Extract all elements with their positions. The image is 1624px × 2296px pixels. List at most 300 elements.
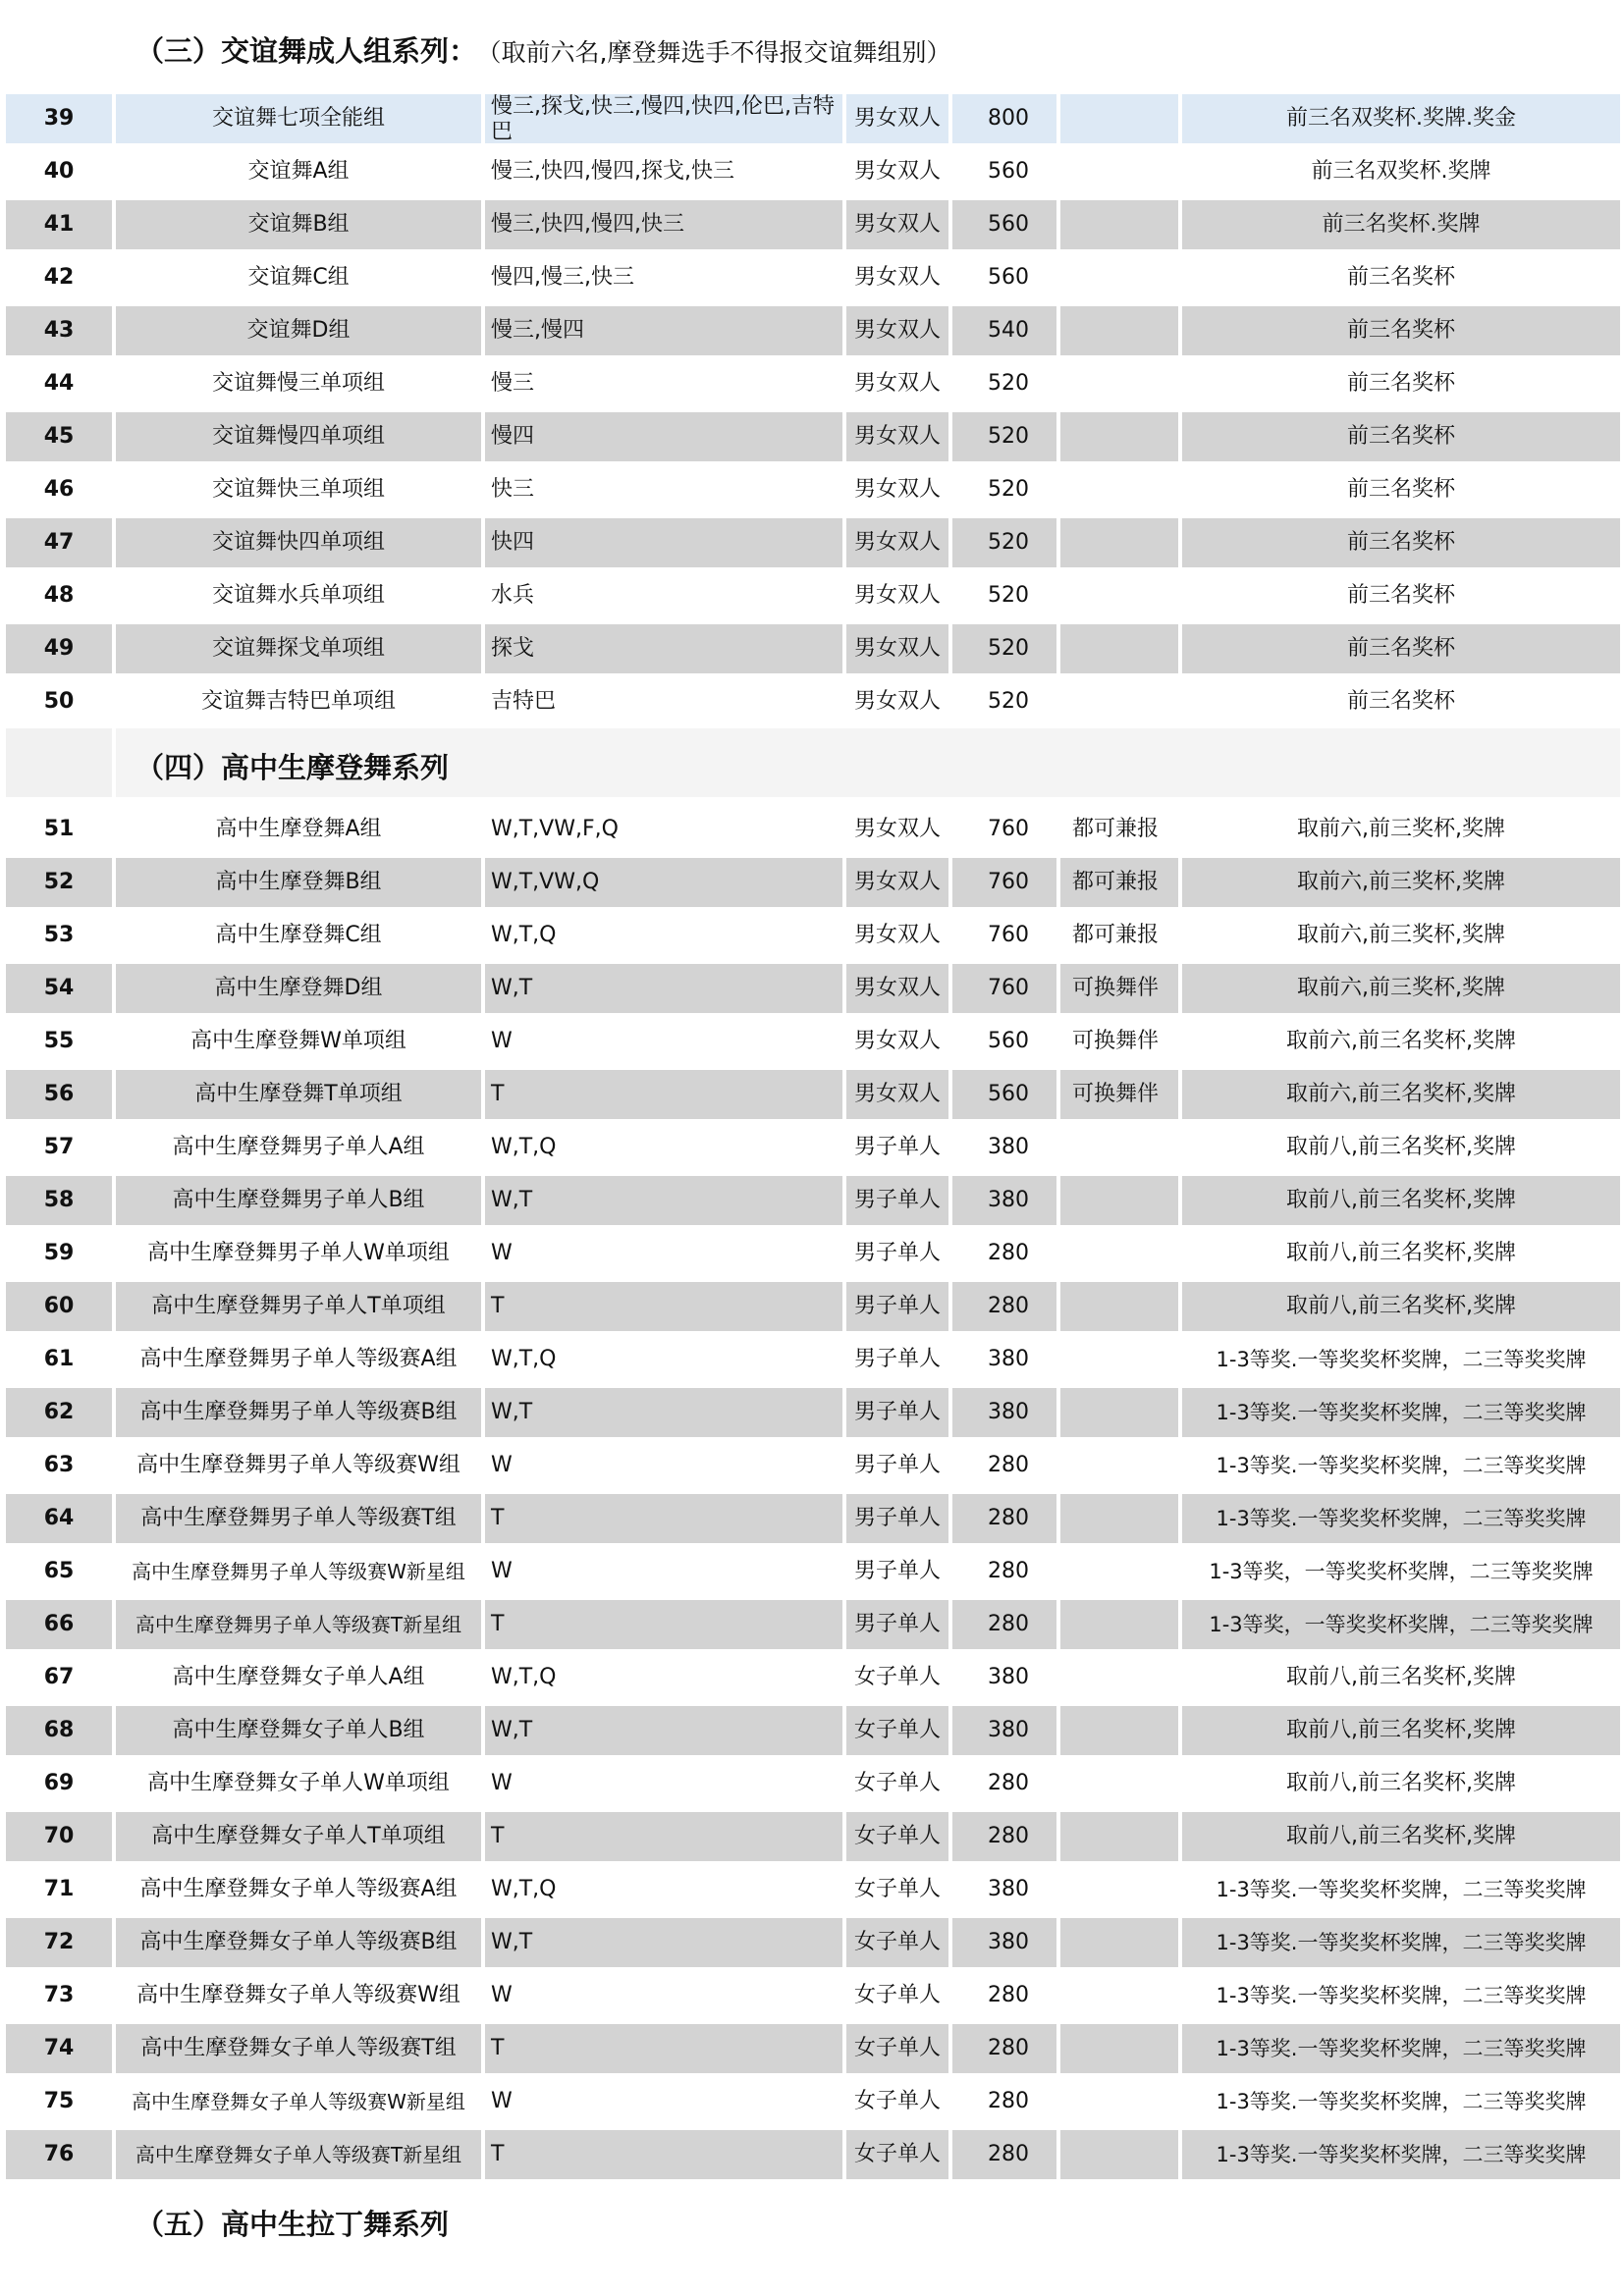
- fee-cell: 520: [988, 583, 1029, 608]
- award-cell: 前三名奖杯.奖牌: [1182, 200, 1620, 249]
- table-row: [0, 1335, 1620, 1384]
- remark-cell: [1060, 2024, 1178, 2073]
- dances-cell: W,T,Q: [491, 1347, 557, 1371]
- group-name-cell: 高中生摩登舞女子单人W单项组: [147, 1771, 450, 1795]
- fee-cell: 280: [988, 1241, 1029, 1265]
- row-number-cell: 40: [43, 159, 75, 184]
- row-number-cell: 59: [43, 1241, 75, 1265]
- table-row: [0, 1600, 1620, 1649]
- award-cell: 前三名奖杯: [1346, 477, 1455, 502]
- group-name-cell: 高中生摩登舞B组: [116, 858, 481, 907]
- group-name-cell: 高中生摩登舞女子单人B组: [116, 1706, 481, 1755]
- table-row: [0, 200, 1620, 249]
- table-row: [0, 1070, 1620, 1119]
- row-number-cell: 52: [6, 858, 112, 907]
- group-name-cell: 高中生摩登舞男子单人A组: [172, 1135, 425, 1159]
- fee-cell: 560: [988, 1029, 1029, 1053]
- dances-cell: W,T: [485, 1388, 842, 1437]
- group-name-cell: 高中生摩登舞男子单人B组: [116, 1176, 481, 1225]
- entry-type-cell: 男女双人: [854, 477, 942, 502]
- remark-cell: [1060, 306, 1178, 355]
- dances-cell: T: [485, 2024, 842, 2073]
- entry-type-cell: 男女双人: [854, 689, 942, 714]
- remark-cell: [1060, 1547, 1178, 1596]
- award-cell: 1-3等奖.一等奖奖杯奖牌，二三等奖奖牌: [1216, 1454, 1587, 1477]
- entry-type-cell: 男女双人: [846, 306, 948, 355]
- table-row: [0, 1388, 1620, 1437]
- fee-cell: 380: [952, 1918, 1056, 1967]
- dances-cell: T: [485, 1282, 842, 1331]
- dances-cell: 快四: [485, 518, 842, 567]
- award-cell: 取前六,前三奖杯,奖牌: [1297, 817, 1505, 841]
- award-cell: 1-3等奖.一等奖奖杯奖牌，二三等奖奖牌: [1182, 2130, 1620, 2179]
- remark-cell: [1060, 1971, 1178, 2020]
- entry-type-cell: 男女双人: [854, 583, 942, 608]
- group-name-cell: 高中生摩登舞T单项组: [116, 1070, 481, 1119]
- remark-cell: [1060, 359, 1178, 408]
- fee-cell: 380: [952, 1706, 1056, 1755]
- award-cell: 取前六,前三名奖杯,奖牌: [1182, 1070, 1620, 1119]
- award-cell: 1-3等奖.一等奖奖杯奖牌，二三等奖奖牌: [1182, 2024, 1620, 2073]
- entry-type-cell: 女子单人: [854, 1665, 942, 1689]
- remark-cell: [1060, 94, 1178, 143]
- fee-cell: 760: [988, 923, 1029, 947]
- remark-cell: 都可兼报: [1060, 858, 1178, 907]
- entry-type-cell: 男女双人: [846, 94, 948, 143]
- award-cell: 前三名奖杯: [1346, 265, 1455, 290]
- table-row: [0, 1812, 1620, 1861]
- dances-cell: W: [491, 1241, 513, 1265]
- fee-cell: 560: [952, 200, 1056, 249]
- dances-cell: W: [491, 1983, 513, 2007]
- fee-cell: 280: [952, 1494, 1056, 1543]
- group-name-cell: 高中生摩登舞男子单人等级赛T新星组: [116, 1600, 481, 1649]
- row-number-cell: 56: [6, 1070, 112, 1119]
- dances-cell: W: [491, 1559, 513, 1583]
- row-number-cell: 76: [6, 2130, 112, 2179]
- table-row: [0, 1441, 1620, 1490]
- remark-cell: [1060, 2130, 1178, 2179]
- remark-cell: [1060, 253, 1178, 302]
- dances-cell: W,T,Q: [491, 1665, 557, 1689]
- remark-cell: [1060, 412, 1178, 461]
- award-cell: 前三名奖杯: [1346, 583, 1455, 608]
- group-name-cell: 高中生摩登舞女子单人T单项组: [116, 1812, 481, 1861]
- row-number-cell: 55: [43, 1029, 75, 1053]
- group-name-cell: 交谊舞慢四单项组: [116, 412, 481, 461]
- fee-cell: 520: [988, 371, 1029, 396]
- award-cell: 取前八,前三名奖杯,奖牌: [1286, 1135, 1516, 1159]
- row-number-cell: 50: [43, 689, 75, 714]
- remark-cell: [1060, 2077, 1178, 2126]
- dances-cell: T: [485, 1070, 842, 1119]
- table-row: [0, 1706, 1620, 1755]
- group-name-cell: 交谊舞快三单项组: [211, 477, 385, 502]
- award-cell: 取前六,前三奖杯,奖牌: [1182, 964, 1620, 1013]
- award-cell: 取前八,前三名奖杯,奖牌: [1286, 1241, 1516, 1265]
- dances-cell: T: [485, 1812, 842, 1861]
- remark-cell: [1060, 1229, 1178, 1278]
- row-number-cell: 45: [6, 412, 112, 461]
- table-row: [0, 1282, 1620, 1331]
- dances-cell: 慢三,探戈,快三,慢四,快四,伦巴,吉特巴: [485, 94, 842, 143]
- group-name-cell: 高中生摩登舞男子单人W单项组: [147, 1241, 450, 1265]
- remark-cell: [1060, 624, 1178, 673]
- award-cell: 取前八,前三名奖杯,奖牌: [1182, 1812, 1620, 1861]
- table-row: [0, 677, 1620, 726]
- dances-cell: 快三: [491, 477, 535, 502]
- row-number-cell: 72: [6, 1918, 112, 1967]
- dances-cell: W: [491, 2089, 513, 2113]
- remark-cell: [1060, 1388, 1178, 1437]
- remark-cell: 都可兼报: [1072, 817, 1160, 841]
- entry-type-cell: 男子单人: [854, 1241, 942, 1265]
- remark-cell: 可换舞伴: [1072, 1029, 1160, 1053]
- award-cell: 1-3等奖.一等奖奖杯奖牌，二三等奖奖牌: [1216, 1348, 1587, 1371]
- table-row: [0, 1176, 1620, 1225]
- entry-type-cell: 男子单人: [854, 1559, 942, 1583]
- table-row: [0, 2077, 1620, 2126]
- dances-cell: W,T: [485, 1706, 842, 1755]
- dances-cell: T: [485, 1600, 842, 1649]
- entry-type-cell: 男女双人: [846, 518, 948, 567]
- group-name-cell: 交谊舞D组: [116, 306, 481, 355]
- row-number-cell: 62: [6, 1388, 112, 1437]
- award-cell: 取前八,前三名奖杯,奖牌: [1286, 1665, 1516, 1689]
- fee-cell: 380: [952, 1176, 1056, 1225]
- remark-cell: [1060, 571, 1178, 620]
- fee-cell: 540: [952, 306, 1056, 355]
- row-number-cell: 74: [6, 2024, 112, 2073]
- dances-cell: W: [491, 1453, 513, 1477]
- remark-cell: [1060, 518, 1178, 567]
- table-row: [0, 1229, 1620, 1278]
- section-3-title: [135, 29, 950, 70]
- table-row: [0, 253, 1620, 302]
- dances-cell: W,T,VW,Q: [485, 858, 842, 907]
- dances-cell: W,T,VW,F,Q: [491, 817, 619, 841]
- award-cell: 1-3等奖.一等奖奖杯奖牌，二三等奖奖牌: [1216, 1878, 1587, 1901]
- group-name-cell: 高中生摩登舞女子单人等级赛W新星组: [132, 2090, 465, 2113]
- award-cell: 前三名奖杯: [1182, 624, 1620, 673]
- table-row: [0, 306, 1620, 355]
- group-name-cell: 交谊舞水兵单项组: [211, 583, 385, 608]
- fee-cell: 520: [988, 477, 1029, 502]
- row-number-cell: 49: [6, 624, 112, 673]
- dances-cell: T: [485, 2130, 842, 2179]
- table-row: [0, 1494, 1620, 1543]
- group-name-cell: 高中生摩登舞男子单人等级赛T组: [116, 1494, 481, 1543]
- group-name-cell: 高中生摩登舞男子单人等级赛B组: [116, 1388, 481, 1437]
- entry-type-cell: 女子单人: [854, 1877, 942, 1901]
- fee-cell: 520: [952, 624, 1056, 673]
- row-number-cell: 57: [43, 1135, 75, 1159]
- row-number-cell: 43: [6, 306, 112, 355]
- dances-cell: W,T,Q: [491, 923, 557, 947]
- group-name-cell: 高中生摩登舞女子单人A组: [172, 1665, 425, 1689]
- row-number-cell: 65: [43, 1559, 75, 1583]
- table-row: [0, 964, 1620, 1013]
- award-cell: 1-3等奖，一等奖奖杯奖牌，二三等奖奖牌: [1209, 1560, 1594, 1583]
- group-name-cell: 交谊舞B组: [116, 200, 481, 249]
- remark-cell: [1060, 1441, 1178, 1490]
- table-row: [0, 1653, 1620, 1702]
- fee-cell: 380: [952, 1388, 1056, 1437]
- table-row: [0, 1971, 1620, 2020]
- group-name-cell: 高中生摩登舞男子单人等级赛W新星组: [132, 1560, 465, 1583]
- award-cell: 1-3等奖，一等奖奖杯奖牌，二三等奖奖牌: [1182, 1600, 1620, 1649]
- remark-cell: [1060, 1759, 1178, 1808]
- entry-type-cell: 女子单人: [846, 2024, 948, 2073]
- entry-type-cell: 男女双人: [854, 159, 942, 184]
- row-number-cell: 73: [43, 1983, 75, 2007]
- group-name-cell: 交谊舞七项全能组: [116, 94, 481, 143]
- table-row: [0, 858, 1620, 907]
- entry-type-cell: 男女双人: [846, 1070, 948, 1119]
- remark-cell: [1060, 1918, 1178, 1967]
- entry-type-cell: 女子单人: [846, 2130, 948, 2179]
- entry-type-cell: 男女双人: [846, 964, 948, 1013]
- group-name-cell: 高中生摩登舞D组: [116, 964, 481, 1013]
- fee-cell: 380: [988, 1135, 1029, 1159]
- group-name-cell: 交谊舞吉特巴单项组: [200, 689, 396, 714]
- dances-cell: W,T: [485, 1918, 842, 1967]
- entry-type-cell: 女子单人: [854, 1771, 942, 1795]
- table-row: [0, 465, 1620, 514]
- remark-cell: [1060, 1706, 1178, 1755]
- award-cell: 前三名奖杯: [1182, 412, 1620, 461]
- table-row: [0, 624, 1620, 673]
- remark-cell: 可换舞伴: [1060, 1070, 1178, 1119]
- award-cell: 取前八,前三名奖杯,奖牌: [1182, 1706, 1620, 1755]
- row-number-cell: 61: [43, 1347, 75, 1371]
- group-name-cell: 高中生摩登舞女子单人等级赛T新星组: [116, 2130, 481, 2179]
- entry-type-cell: 女子单人: [846, 1812, 948, 1861]
- dances-cell: W,T: [485, 964, 842, 1013]
- fee-cell: 280: [952, 2130, 1056, 2179]
- award-cell: 取前八,前三名奖杯,奖牌: [1182, 1282, 1620, 1331]
- award-cell: 1-3等奖.一等奖奖杯奖牌，二三等奖奖牌: [1216, 1984, 1587, 2007]
- row-number-cell: 46: [43, 477, 75, 502]
- entry-type-cell: 男女双人: [846, 624, 948, 673]
- dances-cell: 探戈: [485, 624, 842, 673]
- award-cell: 取前六,前三奖杯,奖牌: [1297, 923, 1505, 947]
- remark-cell: [1060, 1865, 1178, 1914]
- remark-cell: [1060, 1176, 1178, 1225]
- dances-cell: W,T: [485, 1176, 842, 1225]
- row-number-cell: 75: [43, 2089, 75, 2113]
- dances-cell: 慢四,慢三,快三: [491, 265, 634, 290]
- remark-cell: [1060, 677, 1178, 726]
- row-number-cell: 71: [43, 1877, 75, 1901]
- dances-cell: 慢三,慢四: [485, 306, 842, 355]
- section-5-title: （五）高中生拉丁舞系列: [135, 2208, 450, 2241]
- row-number-cell: 66: [6, 1600, 112, 1649]
- entry-type-cell: 男子单人: [846, 1388, 948, 1437]
- remark-cell: [1060, 465, 1178, 514]
- fee-cell: 280: [988, 1453, 1029, 1477]
- entry-type-cell: 男女双人: [854, 1029, 942, 1053]
- fee-cell: 280: [988, 2089, 1029, 2113]
- table-row: [0, 1865, 1620, 1914]
- entry-type-cell: 男女双人: [854, 265, 942, 290]
- remark-cell: [1060, 1653, 1178, 1702]
- table-row: [0, 1759, 1620, 1808]
- entry-type-cell: 男女双人: [854, 817, 942, 841]
- table-row: [0, 1918, 1620, 1967]
- group-name-cell: 高中生摩登舞女子单人等级赛B组: [116, 1918, 481, 1967]
- award-cell: 前三名双奖杯.奖牌: [1311, 159, 1491, 184]
- table-row: [0, 1123, 1620, 1172]
- fee-cell: 560: [952, 1070, 1056, 1119]
- fee-cell: 280: [988, 1771, 1029, 1795]
- entry-type-cell: 女子单人: [854, 1983, 942, 2007]
- entry-type-cell: 男女双人: [846, 200, 948, 249]
- row-number-cell: 53: [43, 923, 75, 947]
- award-cell: 前三名双奖杯.奖牌.奖金: [1182, 94, 1620, 143]
- entry-type-cell: 男女双人: [846, 858, 948, 907]
- row-number-cell: 70: [6, 1812, 112, 1861]
- row-number-cell: 47: [6, 518, 112, 567]
- group-name-cell: 高中生摩登舞女子单人等级赛W组: [136, 1983, 460, 2007]
- fee-cell: 280: [988, 1983, 1029, 2007]
- section-3-heading: （三）交谊舞成人组系列：: [135, 34, 478, 68]
- row-number-cell: 51: [43, 817, 75, 841]
- row-number-cell: 58: [6, 1176, 112, 1225]
- table-row: [0, 571, 1620, 620]
- fee-cell: 760: [988, 817, 1029, 841]
- fee-cell: 520: [952, 518, 1056, 567]
- group-name-cell: 高中生摩登舞男子单人T单项组: [116, 1282, 481, 1331]
- fee-cell: 760: [952, 858, 1056, 907]
- remark-cell: [1060, 1282, 1178, 1331]
- dances-cell: 水兵: [491, 583, 535, 608]
- group-name-cell: 交谊舞A组: [247, 159, 350, 184]
- table-row: [0, 412, 1620, 461]
- row-number-cell: 39: [6, 94, 112, 143]
- fee-cell: 380: [988, 1665, 1029, 1689]
- award-cell: 取前八,前三名奖杯,奖牌: [1182, 1176, 1620, 1225]
- award-cell: 前三名奖杯: [1182, 518, 1620, 567]
- dances-cell: T: [485, 1494, 842, 1543]
- group-name-cell: 高中生摩登舞男子单人等级赛A组: [139, 1347, 458, 1371]
- entry-type-cell: 男女双人: [854, 371, 942, 396]
- row-number-cell: 54: [6, 964, 112, 1013]
- table-row: [0, 1547, 1620, 1596]
- section-4-title: （四）高中生摩登舞系列: [135, 751, 450, 784]
- entry-type-cell: 男子单人: [846, 1282, 948, 1331]
- fee-cell: 380: [988, 1877, 1029, 1901]
- fee-cell: 800: [952, 94, 1056, 143]
- remark-cell: [1060, 1600, 1178, 1649]
- entry-type-cell: 女子单人: [846, 1918, 948, 1967]
- entry-type-cell: 男子单人: [854, 1347, 942, 1371]
- remark-cell: [1060, 1123, 1178, 1172]
- row-number-cell: 48: [43, 583, 75, 608]
- remark-cell: [1060, 1812, 1178, 1861]
- remark-cell: 都可兼报: [1072, 923, 1160, 947]
- group-name-cell: 高中生摩登舞女子单人等级赛T组: [116, 2024, 481, 2073]
- dances-cell: W: [491, 1771, 513, 1795]
- table-row: [0, 359, 1620, 408]
- group-name-cell: 高中生摩登舞男子单人等级赛W组: [136, 1453, 460, 1477]
- group-name-cell: 高中生摩登舞C组: [215, 923, 382, 947]
- table-row: [0, 1017, 1620, 1066]
- dances-cell: 慢四: [485, 412, 842, 461]
- fee-cell: 520: [952, 412, 1056, 461]
- table-row: [0, 805, 1620, 854]
- table-row: [0, 94, 1620, 143]
- award-cell: 取前六,前三奖杯,奖牌: [1182, 858, 1620, 907]
- award-cell: 1-3等奖.一等奖奖杯奖牌，二三等奖奖牌: [1182, 1494, 1620, 1543]
- entry-type-cell: 男女双人: [854, 923, 942, 947]
- table-row: [0, 911, 1620, 960]
- remark-cell: [1060, 147, 1178, 196]
- fee-cell: 560: [988, 159, 1029, 184]
- entry-type-cell: 男子单人: [854, 1453, 942, 1477]
- entry-type-cell: 女子单人: [854, 2089, 942, 2113]
- row-number-cell: 67: [43, 1665, 75, 1689]
- award-cell: 1-3等奖.一等奖奖杯奖牌，二三等奖奖牌: [1182, 1918, 1620, 1967]
- entry-type-cell: 男女双人: [846, 412, 948, 461]
- row-number-cell: 41: [6, 200, 112, 249]
- row-number-cell: 64: [6, 1494, 112, 1543]
- fee-cell: 560: [988, 265, 1029, 290]
- row-number-cell: 63: [43, 1453, 75, 1477]
- row-number-cell: 60: [6, 1282, 112, 1331]
- dances-cell: W,T,Q: [491, 1135, 557, 1159]
- group-name-cell: 高中生摩登舞A组: [215, 817, 382, 841]
- dances-cell: 吉特巴: [491, 689, 557, 714]
- entry-type-cell: 男子单人: [846, 1600, 948, 1649]
- row-number-cell: 42: [43, 265, 75, 290]
- group-name-cell: 高中生摩登舞W单项组: [190, 1029, 406, 1053]
- fee-cell: 380: [988, 1347, 1029, 1371]
- dances-cell: 慢三,快四,慢四,探戈,快三: [491, 159, 734, 184]
- award-cell: 取前六,前三名奖杯,奖牌: [1286, 1029, 1516, 1053]
- section-3-note: （取前六名,摩登舞选手不得报交谊舞组别）: [489, 38, 951, 67]
- award-cell: 前三名奖杯: [1346, 371, 1455, 396]
- row-number-cell: 44: [43, 371, 75, 396]
- group-name-cell: 交谊舞探戈单项组: [116, 624, 481, 673]
- fee-cell: 280: [952, 1600, 1056, 1649]
- entry-type-cell: 男子单人: [854, 1135, 942, 1159]
- row-number-cell: 69: [43, 1771, 75, 1795]
- fee-cell: 280: [952, 1812, 1056, 1861]
- award-cell: 1-3等奖.一等奖奖杯奖牌，二三等奖奖牌: [1216, 2090, 1587, 2113]
- group-name-cell: 交谊舞慢三单项组: [211, 371, 385, 396]
- award-cell: 前三名奖杯: [1346, 689, 1455, 714]
- group-name-cell: 交谊舞快四单项组: [116, 518, 481, 567]
- fee-cell: 280: [988, 1559, 1029, 1583]
- fee-cell: 280: [952, 1282, 1056, 1331]
- dances-cell: W,T,Q: [491, 1877, 557, 1901]
- remark-cell: [1060, 1494, 1178, 1543]
- fee-cell: 280: [952, 2024, 1056, 2073]
- entry-type-cell: 男子单人: [846, 1176, 948, 1225]
- award-cell: 前三名奖杯: [1182, 306, 1620, 355]
- group-name-cell: 交谊舞C组: [247, 265, 350, 290]
- award-cell: 1-3等奖.一等奖奖杯奖牌，二三等奖奖牌: [1182, 1388, 1620, 1437]
- remark-cell: [1060, 1335, 1178, 1384]
- row-number-cell: 68: [6, 1706, 112, 1755]
- table-row: [0, 2130, 1620, 2179]
- table-row: [0, 147, 1620, 196]
- remark-cell: [1060, 200, 1178, 249]
- table-row: [0, 518, 1620, 567]
- dances-cell: W: [491, 1029, 513, 1053]
- group-name-cell: 高中生摩登舞女子单人等级赛A组: [139, 1877, 458, 1901]
